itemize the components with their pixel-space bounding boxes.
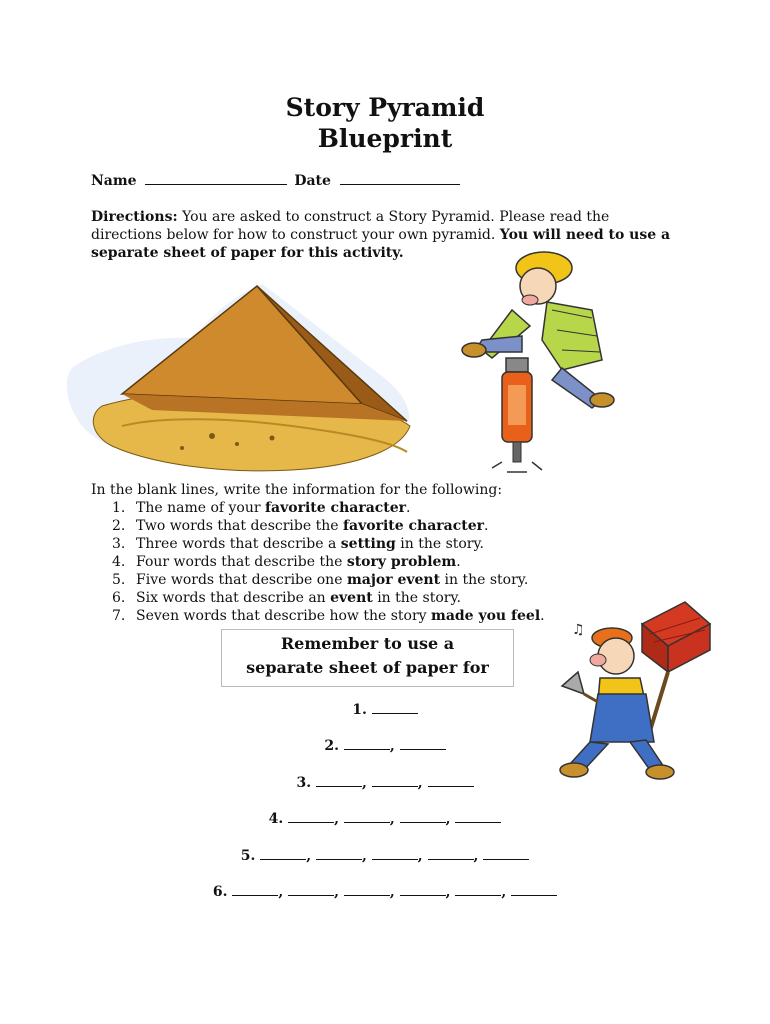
- pyramid-row-number: 6.: [212, 884, 233, 900]
- instruction-step: [112, 499, 545, 517]
- step-text: Seven words that describe how the story: [136, 608, 431, 624]
- instruction-step: [112, 571, 545, 589]
- comma-separator: ,: [389, 811, 400, 827]
- step-number: 4.: [112, 554, 126, 570]
- name-label: Name: [91, 173, 137, 189]
- instruction-step: [112, 607, 545, 625]
- word-blank-line[interactable]: [316, 774, 362, 787]
- comma-separator: ,: [362, 775, 372, 791]
- comma-separator: ,: [417, 848, 428, 864]
- pyramid-illustration-icon: [62, 276, 422, 476]
- comma-separator: ,: [445, 884, 456, 900]
- directions-text: You are asked to construct a Story Pyramid. Please read the directions below for how to construct your own pyramid.: [91, 209, 610, 243]
- step-number: 5.: [112, 572, 126, 588]
- word-blank-line[interactable]: [428, 847, 474, 860]
- comma-separator: ,: [278, 884, 289, 900]
- step-emphasis: event: [330, 590, 373, 606]
- title-line-1: Story Pyramid: [285, 93, 485, 122]
- step-number: 3.: [112, 536, 126, 552]
- word-blank-line[interactable]: [372, 701, 418, 714]
- pyramid-row-number: 4.: [268, 811, 289, 827]
- word-blank-line[interactable]: [316, 847, 362, 860]
- name-blank-line[interactable]: [145, 172, 287, 185]
- word-blank-line[interactable]: [400, 810, 446, 823]
- step-text: Three words that describe a: [136, 536, 341, 552]
- step-text-end: .: [456, 554, 461, 570]
- comma-separator: ,: [417, 775, 428, 791]
- comma-separator: ,: [334, 811, 344, 827]
- step-text-end: in the story.: [440, 572, 529, 588]
- name-date-row: [91, 172, 460, 189]
- pyramid-row: [0, 701, 770, 718]
- instruction-step: [112, 553, 545, 571]
- directions-label: Directions:: [91, 209, 178, 225]
- pyramid-row: [0, 847, 770, 864]
- word-blank-line[interactable]: [511, 883, 557, 896]
- step-text: Four words that describe the: [136, 554, 347, 570]
- instructions-intro: In the blank lines, write the information for the following:: [91, 482, 503, 498]
- step-text-end: .: [540, 608, 545, 624]
- step-emphasis: major event: [346, 572, 441, 588]
- bricklayer-worker-icon: [550, 594, 730, 794]
- word-blank-line[interactable]: [344, 737, 390, 750]
- date-label: Date: [294, 173, 331, 189]
- comma-separator: ,: [389, 884, 400, 900]
- step-number: 2.: [112, 518, 126, 534]
- pyramid-row-number: 2.: [324, 738, 344, 754]
- pyramid-row: [0, 737, 770, 754]
- step-emphasis: made you feel: [431, 608, 541, 624]
- jackhammer-worker-icon: [452, 240, 622, 480]
- word-blank-line[interactable]: [260, 847, 306, 860]
- reminder-line-2: separate sheet of paper for: [246, 658, 489, 677]
- step-number: 7.: [112, 608, 126, 624]
- svg-text:♫: ♫: [572, 622, 585, 638]
- word-blank-line[interactable]: [344, 810, 390, 823]
- word-blank-line[interactable]: [455, 883, 501, 896]
- word-blank-line[interactable]: [400, 737, 446, 750]
- step-emphasis: story problem: [346, 554, 457, 570]
- step-emphasis: favorite character: [265, 500, 407, 516]
- word-blank-line[interactable]: [232, 883, 278, 896]
- step-text: Five words that describe one: [136, 572, 347, 588]
- comma-separator: ,: [306, 848, 316, 864]
- word-blank-line[interactable]: [344, 883, 390, 896]
- reminder-box: [221, 629, 514, 687]
- pyramid-row-number: 3.: [296, 775, 316, 791]
- word-blank-line[interactable]: [428, 774, 474, 787]
- word-blank-line[interactable]: [288, 883, 334, 896]
- pyramid-row: [0, 883, 770, 900]
- step-text: Six words that describe an: [136, 590, 331, 606]
- pyramid-row: [0, 774, 770, 791]
- word-blank-line[interactable]: [288, 810, 334, 823]
- word-blank-line[interactable]: [372, 774, 418, 787]
- step-number: 1.: [112, 500, 126, 516]
- comma-separator: ,: [445, 811, 456, 827]
- instructions-list: [112, 499, 545, 625]
- step-number: 6.: [112, 590, 126, 606]
- page-title: [0, 92, 770, 154]
- step-text: Two words that describe the: [136, 518, 343, 534]
- date-blank-line[interactable]: [340, 172, 460, 185]
- step-text-end: in the story.: [372, 590, 461, 606]
- directions-bold-note: You will need to use a separate sheet of paper for this activity.: [91, 227, 671, 261]
- word-blank-line[interactable]: [372, 847, 418, 860]
- word-blank-line[interactable]: [483, 847, 529, 860]
- pyramid-row-number: 1.: [352, 702, 372, 718]
- comma-separator: ,: [389, 738, 400, 754]
- title-line-2: Blueprint: [317, 124, 453, 153]
- instruction-step: [112, 589, 545, 607]
- instruction-step: [112, 517, 545, 535]
- reminder-line-1: Remember to use a: [280, 634, 455, 653]
- pyramid-row: [0, 810, 770, 827]
- comma-separator: ,: [334, 884, 344, 900]
- comma-separator: ,: [473, 848, 484, 864]
- pyramid-row-number: 5.: [240, 848, 261, 864]
- word-blank-line[interactable]: [400, 883, 446, 896]
- instruction-step: [112, 535, 545, 553]
- step-text-end: in the story.: [395, 536, 485, 552]
- comma-separator: ,: [501, 884, 512, 900]
- step-text: The name of your: [136, 500, 266, 516]
- comma-separator: ,: [362, 848, 372, 864]
- step-emphasis: favorite character: [343, 518, 485, 534]
- word-blank-line[interactable]: [455, 810, 501, 823]
- step-emphasis: setting: [340, 536, 396, 552]
- step-text-end: .: [406, 500, 411, 516]
- step-text-end: .: [484, 518, 489, 534]
